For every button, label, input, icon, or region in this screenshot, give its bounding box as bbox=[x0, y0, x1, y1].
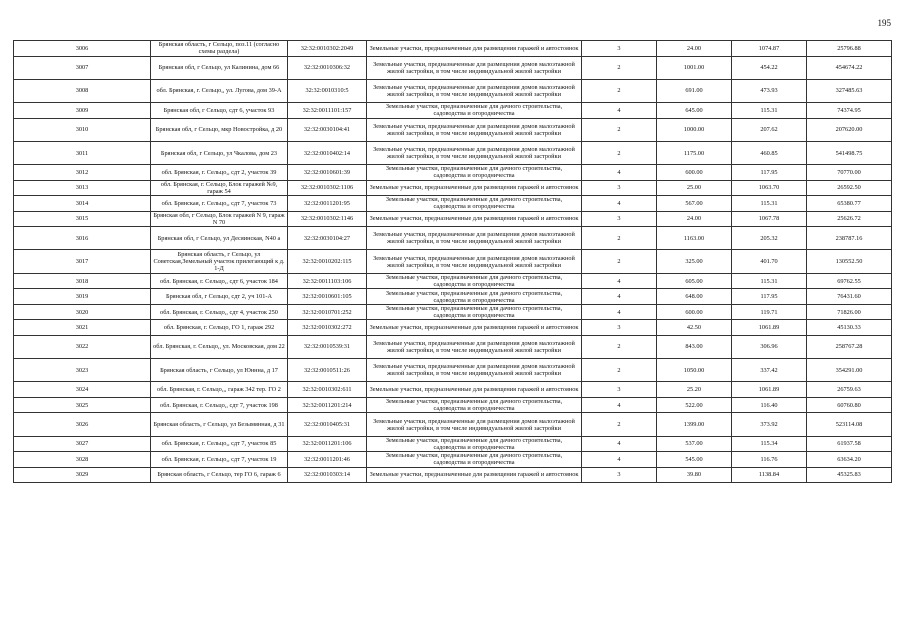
table-row bbox=[14, 227, 892, 250]
row-number-cell: 3018 bbox=[14, 273, 151, 289]
specific-value-cell: 116.40 bbox=[732, 397, 807, 413]
group-cell: 2 bbox=[582, 335, 657, 358]
address-cell: Брянская обл, г Сельцо, мкр Новостройка, д 20 bbox=[151, 118, 288, 141]
group-cell: 3 bbox=[582, 211, 657, 227]
address-cell: обл. Брянская, г. Сельцо,,, гараж 342 тер. ГО 2 bbox=[151, 382, 288, 398]
table-row bbox=[14, 180, 892, 196]
land-use-cell: Земельные участки, предназначенные для размещения домов малоэтажной жилой застройки, в том числе индивидуальной жилой застройки bbox=[367, 413, 582, 436]
land-use-cell: Земельные участки, предназначенные для размещения домов малоэтажной жилой застройки, в том числе индивидуальной жилой застройки bbox=[367, 250, 582, 273]
cadastral-number-cell: 32:32:0010302:272 bbox=[288, 320, 367, 336]
land-use-cell: Земельные участки, предназначенные для размещения домов малоэтажной жилой застройки, в том числе индивидуальной жилой застройки bbox=[367, 56, 582, 79]
specific-value-cell: 1067.78 bbox=[732, 211, 807, 227]
cadastral-number-cell: 32:32:0010302:611 bbox=[288, 382, 367, 398]
row-number-cell: 3007 bbox=[14, 56, 151, 79]
row-number-cell: 3006 bbox=[14, 41, 151, 57]
cadastral-number-cell: 32:32:0010402:14 bbox=[288, 141, 367, 164]
row-number-cell: 3024 bbox=[14, 382, 151, 398]
row-number-cell: 3008 bbox=[14, 79, 151, 102]
cadastral-value-cell: 258767.28 bbox=[807, 335, 892, 358]
group-cell: 2 bbox=[582, 359, 657, 382]
group-cell: 2 bbox=[582, 141, 657, 164]
land-use-cell: Земельные участки, предназначенные для размещения гаражей и автостоянок bbox=[367, 320, 582, 336]
land-use-cell: Земельные участки, предназначенные для размещения домов малоэтажной жилой застройки, в том числе индивидуальной жилой застройки bbox=[367, 79, 582, 102]
address-cell: Брянская обл, г Сельцо, сдт 2, уч 101-А bbox=[151, 289, 288, 305]
land-use-cell: Земельные участки, предназначенные для дачного строительства, садоводства и огородничества bbox=[367, 452, 582, 468]
cadastral-value-cell: 65380.77 bbox=[807, 196, 892, 212]
group-cell: 3 bbox=[582, 41, 657, 57]
specific-value-cell: 117.95 bbox=[732, 289, 807, 305]
address-cell: Брянская обл, г Сельцо, Блок гаражей N 9, гараж N 70 bbox=[151, 211, 288, 227]
area-cell: 24.00 bbox=[657, 211, 732, 227]
specific-value-cell: 207.62 bbox=[732, 118, 807, 141]
land-use-cell: Земельные участки, предназначенные для размещения домов малоэтажной жилой застройки, в том числе индивидуальной жилой застройки bbox=[367, 359, 582, 382]
area-cell: 600.00 bbox=[657, 165, 732, 181]
table-row bbox=[14, 118, 892, 141]
group-cell: 2 bbox=[582, 413, 657, 436]
address-cell: Брянская обл, г Сельцо, сдт 6, участок 93 bbox=[151, 103, 288, 119]
row-number-cell: 3012 bbox=[14, 165, 151, 181]
specific-value-cell: 205.32 bbox=[732, 227, 807, 250]
group-cell: 3 bbox=[582, 180, 657, 196]
land-use-cell: Земельные участки, предназначенные для размещения гаражей и автостоянок bbox=[367, 382, 582, 398]
row-number-cell: 3025 bbox=[14, 397, 151, 413]
group-cell: 4 bbox=[582, 397, 657, 413]
row-number-cell: 3011 bbox=[14, 141, 151, 164]
table-row bbox=[14, 452, 892, 468]
area-cell: 1001.00 bbox=[657, 56, 732, 79]
cadastral-value-cell: 541498.75 bbox=[807, 141, 892, 164]
specific-value-cell: 1074.87 bbox=[732, 41, 807, 57]
address-cell: Брянская область, г Сельцо, ул Советская,Земельный участок прилегающий к д. 1-Д bbox=[151, 250, 288, 273]
address-cell: обл. Брянская, г. Сельцо,, сдт 7, участок 19 bbox=[151, 452, 288, 468]
group-cell: 4 bbox=[582, 289, 657, 305]
cadastral-value-cell: 63634.20 bbox=[807, 452, 892, 468]
row-number-cell: 3020 bbox=[14, 304, 151, 320]
area-cell: 1175.00 bbox=[657, 141, 732, 164]
table-row bbox=[14, 467, 892, 483]
cadastral-number-cell: 32:32:0010405:31 bbox=[288, 413, 367, 436]
group-cell: 3 bbox=[582, 320, 657, 336]
cadastral-value-cell: 454674.22 bbox=[807, 56, 892, 79]
cadastral-number-cell: 32:32:0010539:31 bbox=[288, 335, 367, 358]
cadastral-number-cell: 32:32:0010302:2049 bbox=[288, 41, 367, 57]
specific-value-cell: 306.96 bbox=[732, 335, 807, 358]
row-number-cell: 3023 bbox=[14, 359, 151, 382]
specific-value-cell: 337.42 bbox=[732, 359, 807, 382]
land-use-cell: Земельные участки, предназначенные для размещения гаражей и автостоянок bbox=[367, 180, 582, 196]
specific-value-cell: 116.76 bbox=[732, 452, 807, 468]
specific-value-cell: 117.95 bbox=[732, 165, 807, 181]
cadastral-value-cell: 327485.63 bbox=[807, 79, 892, 102]
cadastral-number-cell: 32:32:0010306:32 bbox=[288, 56, 367, 79]
cadastral-value-table bbox=[13, 40, 892, 483]
area-cell: 325.00 bbox=[657, 250, 732, 273]
area-cell: 843.00 bbox=[657, 335, 732, 358]
group-cell: 2 bbox=[582, 227, 657, 250]
cadastral-value-cell: 70770.00 bbox=[807, 165, 892, 181]
row-number-cell: 3029 bbox=[14, 467, 151, 483]
group-cell: 4 bbox=[582, 304, 657, 320]
table-row bbox=[14, 320, 892, 336]
address-cell: обл. Брянская, г. Сельцо,, сдт 4, участок 250 bbox=[151, 304, 288, 320]
cadastral-value-cell: 45130.33 bbox=[807, 320, 892, 336]
page-number: 195 bbox=[877, 18, 891, 28]
land-use-cell: Земельные участки, предназначенные для размещения гаражей и автостоянок bbox=[367, 211, 582, 227]
group-cell: 2 bbox=[582, 79, 657, 102]
cadastral-number-cell: 32:32:0010601:39 bbox=[288, 165, 367, 181]
specific-value-cell: 1061.89 bbox=[732, 382, 807, 398]
group-cell: 4 bbox=[582, 452, 657, 468]
row-number-cell: 3017 bbox=[14, 250, 151, 273]
table-row bbox=[14, 79, 892, 102]
land-use-cell: Земельные участки, предназначенные для дачного строительства, садоводства и огородничества bbox=[367, 273, 582, 289]
specific-value-cell: 119.71 bbox=[732, 304, 807, 320]
cadastral-number-cell: 32:32:0010701:252 bbox=[288, 304, 367, 320]
area-cell: 537.00 bbox=[657, 436, 732, 452]
area-cell: 25.00 bbox=[657, 180, 732, 196]
cadastral-number-cell: 32:32:0011201:46 bbox=[288, 452, 367, 468]
table-row bbox=[14, 103, 892, 119]
row-number-cell: 3010 bbox=[14, 118, 151, 141]
group-cell: 2 bbox=[582, 250, 657, 273]
cadastral-number-cell: 32:32:0011201:106 bbox=[288, 436, 367, 452]
land-use-cell: Земельные участки, предназначенные для дачного строительства, садоводства и огородничества bbox=[367, 196, 582, 212]
area-cell: 1399.00 bbox=[657, 413, 732, 436]
area-cell: 645.00 bbox=[657, 103, 732, 119]
row-number-cell: 3014 bbox=[14, 196, 151, 212]
table-row bbox=[14, 141, 892, 164]
row-number-cell: 3019 bbox=[14, 289, 151, 305]
table-row bbox=[14, 211, 892, 227]
specific-value-cell: 1063.70 bbox=[732, 180, 807, 196]
land-use-cell: Земельные участки, предназначенные для дачного строительства, садоводства и огородничества bbox=[367, 103, 582, 119]
land-use-cell: Земельные участки, предназначенные для дачного строительства, садоводства и огородничества bbox=[367, 436, 582, 452]
area-cell: 545.00 bbox=[657, 452, 732, 468]
area-cell: 600.00 bbox=[657, 304, 732, 320]
cadastral-number-cell: 32:32:0010303:14 bbox=[288, 467, 367, 483]
table-row bbox=[14, 165, 892, 181]
cadastral-value-cell: 74374.95 bbox=[807, 103, 892, 119]
table-row bbox=[14, 41, 892, 57]
group-cell: 3 bbox=[582, 467, 657, 483]
cadastral-number-cell: 32:32:0010302:1146 bbox=[288, 211, 367, 227]
cadastral-value-cell: 45325.83 bbox=[807, 467, 892, 483]
area-cell: 24.00 bbox=[657, 41, 732, 57]
cadastral-value-cell: 26759.63 bbox=[807, 382, 892, 398]
specific-value-cell: 460.85 bbox=[732, 141, 807, 164]
area-cell: 691.00 bbox=[657, 79, 732, 102]
address-cell: обл. Брянская, г. Сельцо, ГО 1, гараж 292 bbox=[151, 320, 288, 336]
address-cell: Брянская область, г Сельцо, ул Безымянная, д 31 bbox=[151, 413, 288, 436]
land-use-cell: Земельные участки, предназначенные для дачного строительства, садоводства и огородничества bbox=[367, 304, 582, 320]
group-cell: 4 bbox=[582, 165, 657, 181]
cadastral-number-cell: 32:32:0011201:95 bbox=[288, 196, 367, 212]
cadastral-number-cell: 32:32:0010302:1106 bbox=[288, 180, 367, 196]
specific-value-cell: 115.31 bbox=[732, 103, 807, 119]
area-cell: 567.00 bbox=[657, 196, 732, 212]
address-cell: обл. Брянская, г. Сельцо,, ул. Московская, дом 22 bbox=[151, 335, 288, 358]
land-use-cell: Земельные участки, предназначенные для размещения гаражей и автостоянок bbox=[367, 41, 582, 57]
cadastral-value-cell: 71826.00 bbox=[807, 304, 892, 320]
land-use-cell: Земельные участки, предназначенные для дачного строительства, садоводства и огородничества bbox=[367, 289, 582, 305]
row-number-cell: 3021 bbox=[14, 320, 151, 336]
land-use-cell: Земельные участки, предназначенные для дачного строительства, садоводства и огородничества bbox=[367, 165, 582, 181]
specific-value-cell: 115.31 bbox=[732, 196, 807, 212]
specific-value-cell: 115.31 bbox=[732, 273, 807, 289]
land-use-cell: Земельные участки, предназначенные для размещения домов малоэтажной жилой застройки, в том числе индивидуальной жилой застройки bbox=[367, 335, 582, 358]
row-number-cell: 3016 bbox=[14, 227, 151, 250]
group-cell: 4 bbox=[582, 103, 657, 119]
cadastral-value-cell: 60760.80 bbox=[807, 397, 892, 413]
area-cell: 522.00 bbox=[657, 397, 732, 413]
table-row bbox=[14, 359, 892, 382]
address-cell: Брянская обл, г Сельцо, ул Калинина, дом 66 bbox=[151, 56, 288, 79]
cadastral-value-cell: 523114.08 bbox=[807, 413, 892, 436]
address-cell: обл. Брянская, г. Сельцо,, сдт 2, участок 39 bbox=[151, 165, 288, 181]
table-row bbox=[14, 335, 892, 358]
cadastral-number-cell: 32:32:0010310:5 bbox=[288, 79, 367, 102]
specific-value-cell: 115.34 bbox=[732, 436, 807, 452]
address-cell: Брянская область, г Сельцо, ул Юннна, д 17 bbox=[151, 359, 288, 382]
land-use-cell: Земельные участки, предназначенные для размещения домов малоэтажной жилой застройки, в том числе индивидуальной жилой застройки bbox=[367, 227, 582, 250]
specific-value-cell: 401.70 bbox=[732, 250, 807, 273]
cadastral-number-cell: 32:32:0030104:27 bbox=[288, 227, 367, 250]
row-number-cell: 3028 bbox=[14, 452, 151, 468]
cadastral-number-cell: 32:32:0011103:106 bbox=[288, 273, 367, 289]
address-cell: Брянская область, г Сельцо, поз.11 (согласно схемы раздела) bbox=[151, 41, 288, 57]
table-row bbox=[14, 250, 892, 273]
table-body bbox=[14, 41, 892, 483]
land-use-cell: Земельные участки, предназначенные для размещения домов малоэтажной жилой застройки, в том числе индивидуальной жилой застройки bbox=[367, 118, 582, 141]
address-cell: Брянская область, г Сельцо, тер ГО 6, гараж 6 bbox=[151, 467, 288, 483]
cadastral-value-cell: 69762.55 bbox=[807, 273, 892, 289]
cadastral-number-cell: 32:32:0010511:26 bbox=[288, 359, 367, 382]
table-row bbox=[14, 273, 892, 289]
table-row bbox=[14, 56, 892, 79]
table-row bbox=[14, 196, 892, 212]
area-cell: 1050.00 bbox=[657, 359, 732, 382]
area-cell: 25.20 bbox=[657, 382, 732, 398]
table-row bbox=[14, 397, 892, 413]
land-use-cell: Земельные участки, предназначенные для размещения домов малоэтажной жилой застройки, в том числе индивидуальной жилой застройки bbox=[367, 141, 582, 164]
row-number-cell: 3027 bbox=[14, 436, 151, 452]
specific-value-cell: 1138.84 bbox=[732, 467, 807, 483]
cadastral-value-cell: 130552.50 bbox=[807, 250, 892, 273]
area-cell: 605.00 bbox=[657, 273, 732, 289]
group-cell: 2 bbox=[582, 118, 657, 141]
table-row bbox=[14, 413, 892, 436]
row-number-cell: 3026 bbox=[14, 413, 151, 436]
area-cell: 39.80 bbox=[657, 467, 732, 483]
address-cell: обл. Брянская, г. Сельцо, Блок гаражей №9, гараж 54 bbox=[151, 180, 288, 196]
table-row bbox=[14, 304, 892, 320]
table-row bbox=[14, 436, 892, 452]
cadastral-value-cell: 76431.60 bbox=[807, 289, 892, 305]
area-cell: 648.00 bbox=[657, 289, 732, 305]
cadastral-number-cell: 32:32:0011101:157 bbox=[288, 103, 367, 119]
cadastral-number-cell: 32:32:0010202:115 bbox=[288, 250, 367, 273]
area-cell: 1163.00 bbox=[657, 227, 732, 250]
cadastral-value-cell: 26592.50 bbox=[807, 180, 892, 196]
table-row bbox=[14, 289, 892, 305]
land-use-cell: Земельные участки, предназначенные для размещения гаражей и автостоянок bbox=[367, 467, 582, 483]
group-cell: 4 bbox=[582, 196, 657, 212]
specific-value-cell: 373.92 bbox=[732, 413, 807, 436]
group-cell: 3 bbox=[582, 382, 657, 398]
address-cell: обл. Брянская, г. Сельцо,, ул. Лугова, дом 39-А bbox=[151, 79, 288, 102]
row-number-cell: 3015 bbox=[14, 211, 151, 227]
specific-value-cell: 454.22 bbox=[732, 56, 807, 79]
cadastral-value-cell: 25796.88 bbox=[807, 41, 892, 57]
group-cell: 2 bbox=[582, 56, 657, 79]
cadastral-value-cell: 207620.00 bbox=[807, 118, 892, 141]
land-use-cell: Земельные участки, предназначенные для дачного строительства, садоводства и огородничества bbox=[367, 397, 582, 413]
address-cell: обл. Брянская, г. Сельцо,, сдт 6, участок 184 bbox=[151, 273, 288, 289]
cadastral-number-cell: 32:32:0010601:105 bbox=[288, 289, 367, 305]
cadastral-number-cell: 32:32:0011201:214 bbox=[288, 397, 367, 413]
address-cell: Брянская обл, г Сельцо, ул Чкалова, дом 23 bbox=[151, 141, 288, 164]
cadastral-value-cell: 61937.58 bbox=[807, 436, 892, 452]
row-number-cell: 3013 bbox=[14, 180, 151, 196]
address-cell: обл. Брянская, г. Сельцо,, сдт 7, участок 73 bbox=[151, 196, 288, 212]
group-cell: 4 bbox=[582, 436, 657, 452]
cadastral-value-cell: 354291.00 bbox=[807, 359, 892, 382]
cadastral-number-cell: 32:32:0030104:41 bbox=[288, 118, 367, 141]
specific-value-cell: 473.93 bbox=[732, 79, 807, 102]
address-cell: Брянская обл, г Сельцо, ул Десяинская, N40 а bbox=[151, 227, 288, 250]
address-cell: обл. Брянская, г. Сельцо,, сдт 7, участок 198 bbox=[151, 397, 288, 413]
specific-value-cell: 1061.89 bbox=[732, 320, 807, 336]
group-cell: 4 bbox=[582, 273, 657, 289]
address-cell: обл. Брянская, г. Сельцо,, сдт 7, участок 85 bbox=[151, 436, 288, 452]
area-cell: 42.50 bbox=[657, 320, 732, 336]
row-number-cell: 3022 bbox=[14, 335, 151, 358]
table-row bbox=[14, 382, 892, 398]
row-number-cell: 3009 bbox=[14, 103, 151, 119]
cadastral-value-cell: 238787.16 bbox=[807, 227, 892, 250]
area-cell: 1000.00 bbox=[657, 118, 732, 141]
cadastral-value-cell: 25626.72 bbox=[807, 211, 892, 227]
